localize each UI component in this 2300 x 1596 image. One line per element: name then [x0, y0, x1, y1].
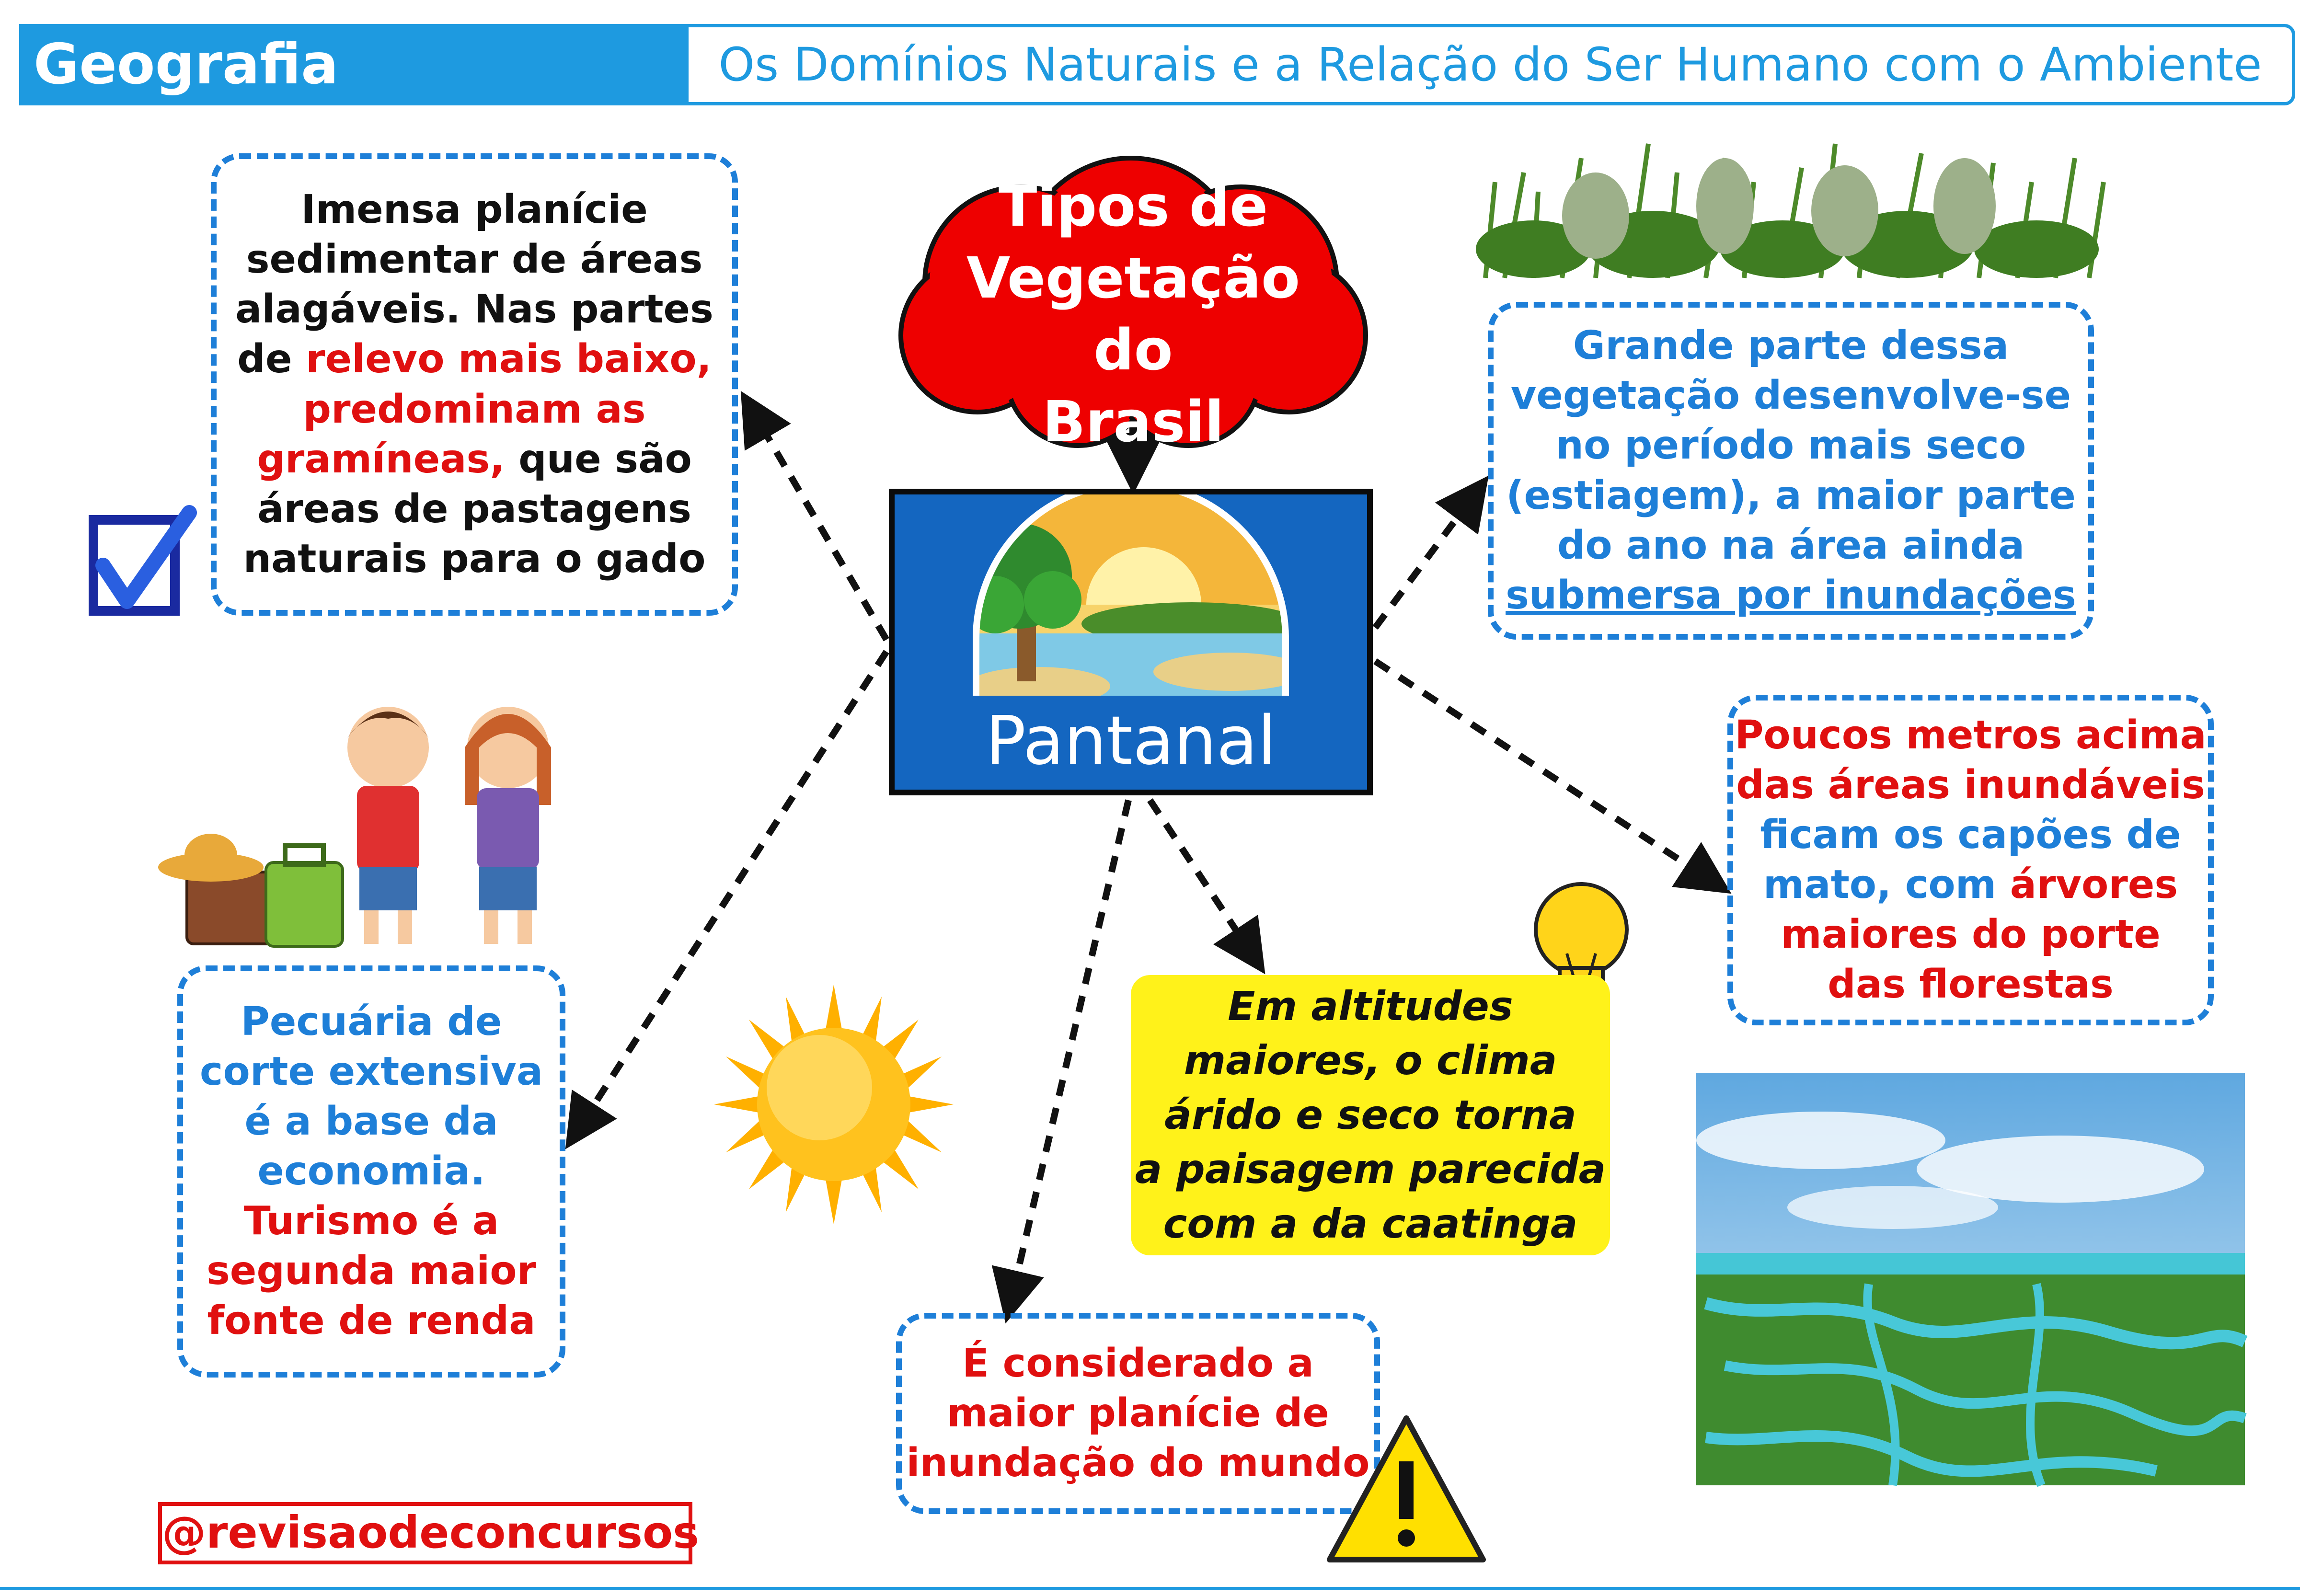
bottom-rule — [0, 1587, 2300, 1590]
text-line: naturais para o gado — [243, 536, 706, 582]
text-line: maiores do porte — [1781, 912, 2161, 958]
text-line: sedimentar de áreas — [246, 237, 703, 283]
text-span: mato, com — [1763, 862, 2010, 907]
text-line: Imensa planície — [301, 187, 648, 232]
page-title: Os Domínios Naturais e a Relação do Ser Humano com o Ambiente — [685, 24, 2295, 105]
text-line: (estiagem), a maior parte — [1506, 472, 2076, 518]
text-line: das áreas inundáveis — [1736, 762, 2205, 808]
text-line: áreas de pastagens — [257, 486, 691, 532]
text-line: predominam as — [303, 386, 646, 432]
text-line: Poucos metros acima — [1735, 712, 2207, 758]
text-line: economia. — [257, 1148, 485, 1194]
text-line: Em altitudes — [1228, 983, 1513, 1030]
text-line: Grande parte dessa — [1573, 323, 2009, 369]
text-line: Turismo é a — [243, 1198, 499, 1244]
text-line: fonte de renda — [207, 1298, 536, 1344]
cloud-line: Vegetação do — [966, 245, 1300, 383]
text-line: a paisagem parecida — [1135, 1146, 1606, 1193]
text-line: com a da caatinga — [1163, 1200, 1578, 1247]
text-line: Pecuária de — [241, 999, 502, 1045]
text-line: segunda maior — [206, 1248, 537, 1294]
text-line: árido e seco torna — [1164, 1091, 1576, 1138]
text-line: maiores, o clima — [1184, 1037, 1557, 1084]
text-span: de — [237, 336, 306, 382]
text-line: maior planície de — [946, 1390, 1330, 1436]
text-span: árvores — [2010, 862, 2178, 907]
text-span: gramíneas, — [257, 436, 505, 482]
text-line: inundação do mundo — [906, 1440, 1370, 1486]
text-line: das florestas — [1828, 962, 2114, 1008]
subject-label: Geografia — [19, 24, 685, 105]
text-line: vegetação desenvolve-se — [1510, 373, 2071, 419]
text-line: ficam os capões de — [1760, 812, 2181, 858]
text-line: alagáveis. Nas partes — [235, 287, 713, 333]
text-span: relevo mais baixo, — [305, 336, 712, 382]
text-span: que são — [505, 436, 692, 482]
text-line: submersa por inundações — [1506, 572, 2076, 618]
text-line: do ano na área ainda — [1557, 522, 2025, 568]
social-handle: @revisaodeconcursos — [158, 1502, 692, 1564]
text-line: no período mais seco — [1555, 423, 2026, 469]
center-label: Pantanal — [985, 702, 1276, 780]
cloud-line: Tipos de — [998, 173, 1268, 239]
text-line: É considerado a — [962, 1340, 1314, 1386]
cloud-line: Brasil — [1042, 389, 1224, 455]
text-line: corte extensiva — [199, 1048, 543, 1094]
text-line: é a base da — [244, 1098, 498, 1144]
